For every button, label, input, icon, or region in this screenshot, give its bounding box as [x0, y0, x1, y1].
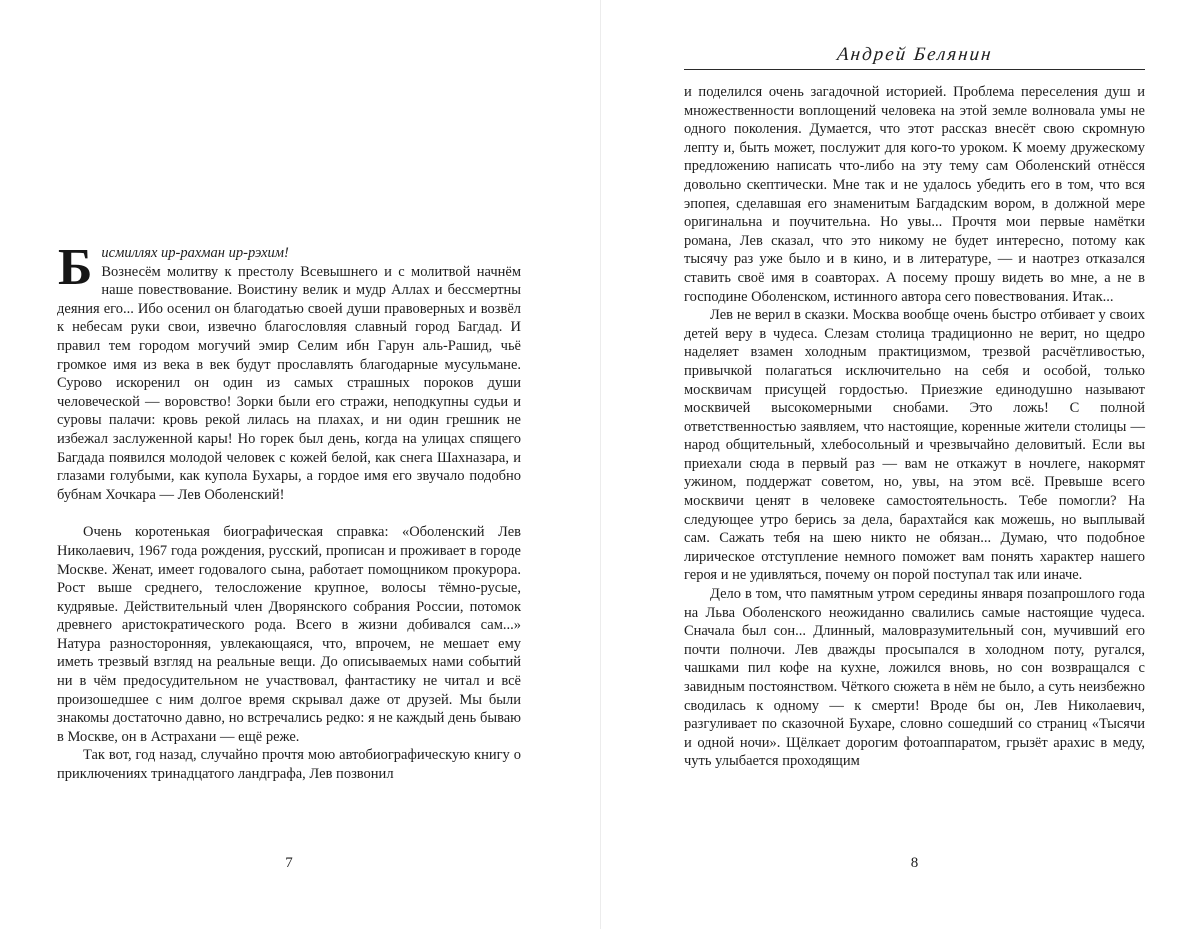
opening-invocation-line: исмиллях ир-рахман ир-рэхим! [101, 245, 289, 261]
right-page-text [684, 70, 1145, 771]
left-paragraph-biography: Очень коротенькая биографическая справка: «Оболенский Лев Николаевич, 1967 года рождения, русский, прописан и проживает в городе Москве. Женат, имеет годовалого сына, работает помощником прокурора. Рост выше среднего, телосложение крупное, волосы тёмно-русые, кудрявые. Действительный член Дворянского собрания России, потомок древнего аристократического рода. Всего в жизни добивался сам...» Натура разносторонняя, увлекающаяся, что, впрочем, не мешает ему иметь трезвый взгляд на реальные вещи. До описываемых нами событий ни в чём предосудительном не участвовал, фантастику не читал и всё произошедшее с ним долгое время скрывал даже от друзей. Мы были знакомы достаточно давно, но встречались редко: я не каждый день бываю в Москве, он в Астрахани — ещё реже. [57, 524, 521, 745]
opening-paragraph: Вознесём молитву к престолу Всевышнего и с молитвой начнём наше повествование. Воистину велик и мудр Аллах и бессмертны деяния его... Ибо осенил он благодатью своей души правоверных и возвёл к небесам руки свои, извечно благословляя славный город Багдад. И правил тем городом могучий эмир Селим ибн Гарун аль-Рашид, чьё громкое имя из века в век будут прославлять благодарные мусульмане. Сурово искоренил он один из самых страшных пороков души человеческой — воровство! Зорки были его стражи, неподкупны судьи и суровы палачи: кровь рекой лилась на плахах, и ни один грешник не избежал заслуженной кары! Но горек был день, когда на улицах спящего Багдада появился молодой человек с кожей белой, как снега Шахназара, и глазами голубыми, как купола Бухары, а гордое имя его звучало подобно бубнам Хочкара — Лев Оболенский! [57, 263, 521, 503]
right-page-number: 8 [910, 855, 919, 871]
left-page-text [57, 0, 521, 784]
right-page [684, 0, 1145, 929]
left-page [57, 0, 521, 929]
left-paragraph-closing: Так вот, год назад, случайно прочтя мою автобиографическую книгу о приключениях тринадцатого ландграфа, Лев позвонил [57, 747, 521, 783]
right-paragraph-moscow: Лев не верил в сказки. Москва вообще очень быстро отбивает у своих детей веру в чудеса. Слезам столица традиционно не верит, но щедро наделяет взамен холодным практицизмом, трезвой расчётливостью, привычкой полагаться исключительно на себя и особой, только москвичам присущей гордостью. Приезжие единодушно называют москвичей высокомерными снобами. Это ложь! С полной ответственностью заявляем, что настоящие, коренные жители столицы — народ общительный, хлебосольный и чрезвычайно деловитый. Если вы приехали сюда в первый раз — вам не откажут в ночлеге, накормят ужином, поддержат советом, но, увы, на этом всё. Превыше всего москвичи ценят в человеке самостоятельность. Тебе помогли? На следующее утро берись за дела, барахтайся как можешь, но выплывай сам. Сажать тебя на шею никто не обязан... Думаю, что подобное лирическое отступление немного поможет вам понять характер нашего героя и не удивляться, почему он порой поступал так или иначе. [684, 307, 1145, 584]
drop-cap-letter: Б [58, 239, 93, 296]
left-page-number: 7 [285, 855, 293, 871]
right-paragraph-continuation: и поделился очень загадочной историей. Проблема переселения душ и множественности воплощений человека на этой земле волновала умы не одного поколения. Думается, что этот рассказ внесёт свою скромную лепту и, быть может, послужит для кого-то уроком. К моему дружескому предложению написать что-либо на эту тему сам Оболенский отнёсся довольно скептически. Мне так и не удалось убедить его в том, что вся эпопея, сделавшая его знаменитым Багдадским вором, в должной мере оригинальна и поучительна. Но увы... Прочтя мои первые намётки романа, Лев сказал, что это никому не будет интересно, потому как тысячу раз уже было и в кино, и в литературе, — и наотрез отказался ставить своё имя в соавторах. А посему прошу видеть во мне, а не в господине Оболенском, истинного автора сего повествования. Итак... [684, 84, 1145, 305]
page-seam-divider [600, 0, 601, 929]
opening-block [57, 239, 521, 504]
running-header [684, 44, 1145, 70]
author-name-header: Андрей Белянин [835, 44, 994, 65]
right-paragraph-dream: Дело в том, что памятным утром середины января позапрошлого года на Льва Оболенского неожиданно свалились самые настоящие чудеса. Сначала был сон... Длинный, маловразумительный сон, мучивший его почти полночи. Лев дважды просыпался в холодном поту, ругался, чашками пил кофе на кухне, ложился вновь, но сон возвращался с завидным постоянством. Чёткого сюжета в нём не было, а суть неизбежно сводилась к одному — к смерти! Вроде бы он, Лев Николаевич, разгуливает по сказочной Бухаре, словно сошедший со страниц «Тысячи и одной ночи». Щёлкает дорогим фотоаппаратом, грызёт арахис в меду, чуть улыбается проходящим [684, 586, 1145, 770]
